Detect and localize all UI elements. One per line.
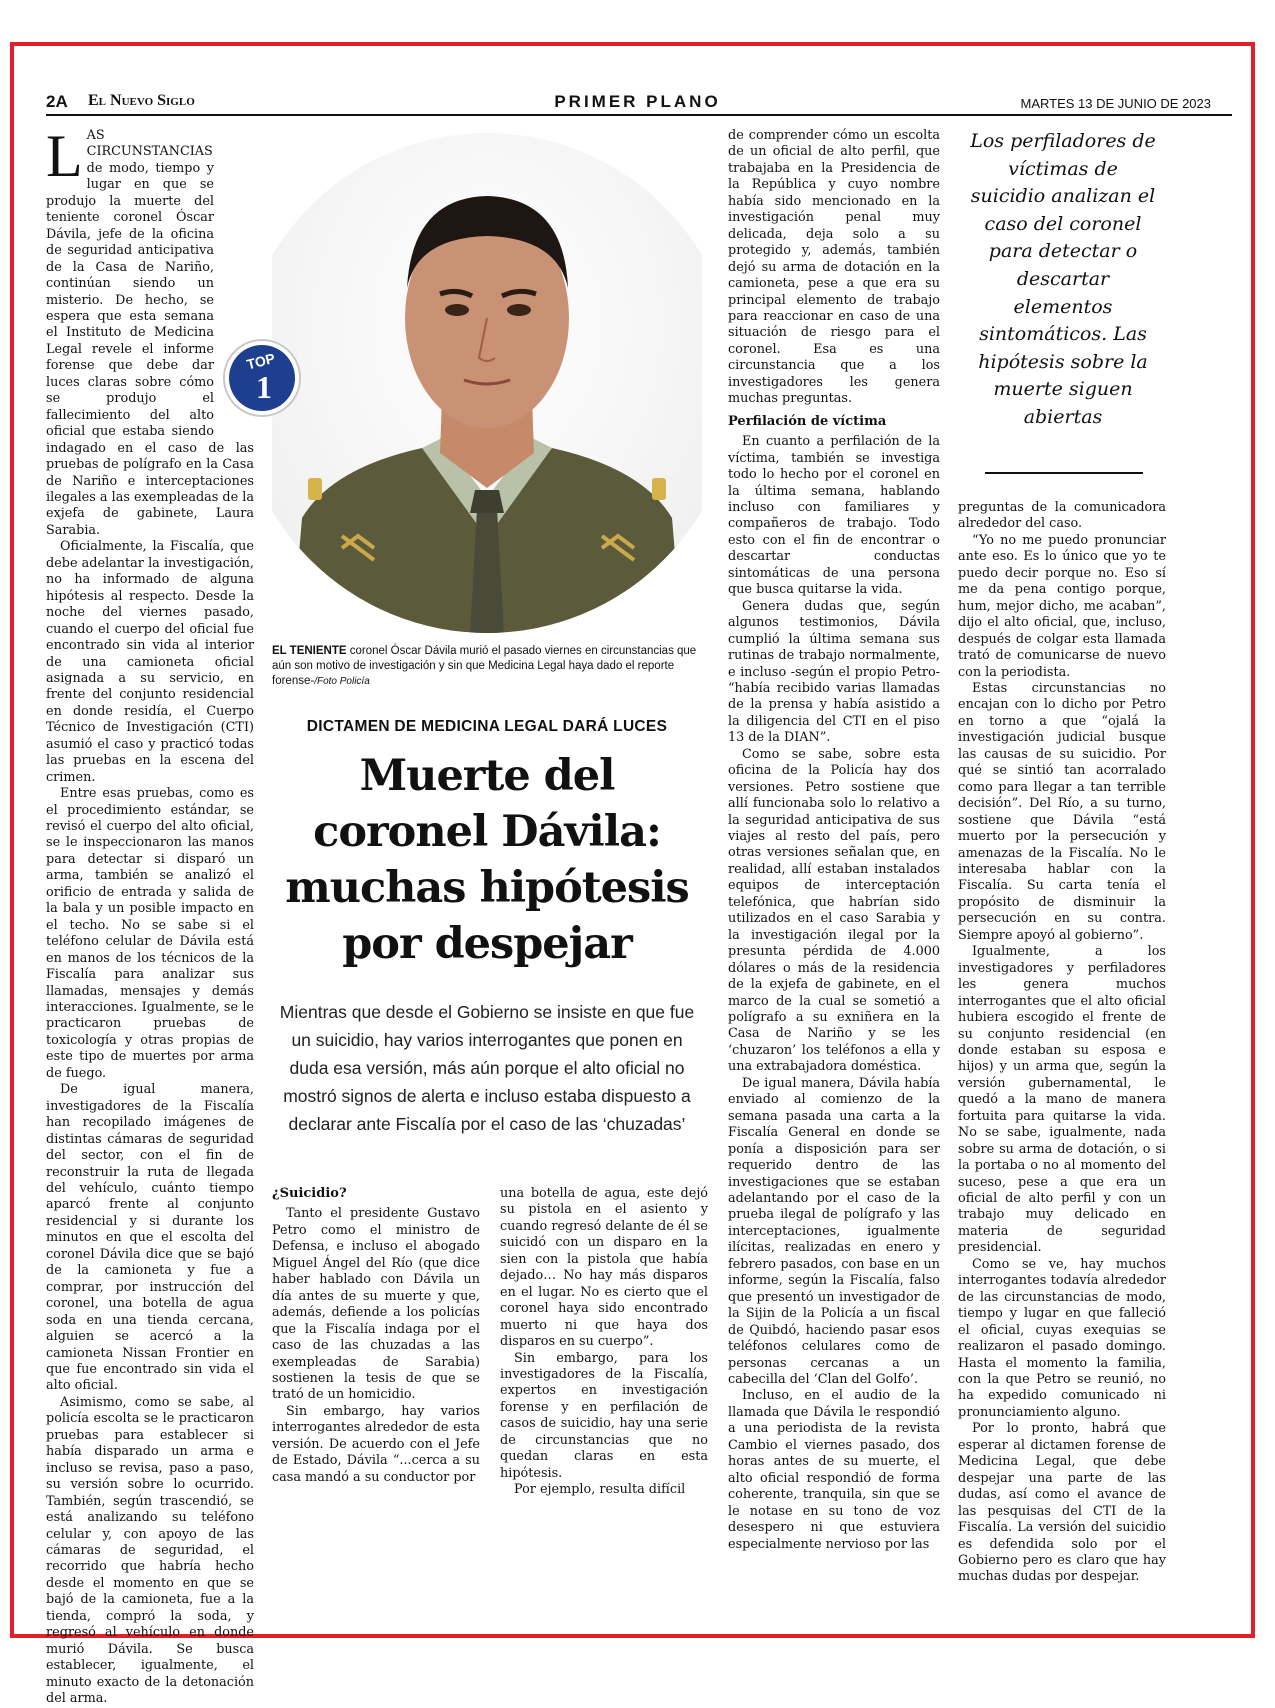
newspaper-name: El Nuevo Siglo bbox=[88, 92, 195, 109]
paragraph: Estas circunstancias no encajan con lo dicho por Petro en torno a que “ojalá la investigación judicial busque las causas de su suicidio. Por qué se sintió tan acorralado como para llegar a tan terrible decisión”. Del Río, a su turno, sostiene que Dávila “está muerto por la persecución y amenazas de la Fiscalía. No le interesaba hablar con la Fiscalía. Su carta tenía el propósito de disminuir la persecución en su contra. Siempre apoyó al gobierno”. bbox=[958, 680, 1166, 943]
paragraph: Genera dudas que, según algunos testimonios, Dávila cumplió la última semana sus rutinas de trabajo normalmente, e incluso -según el propio Petro- “había recibido varias llamadas de la prensa y había asistido a la diligencia del CTI en el piso 13 de la DIAN”. bbox=[728, 598, 940, 746]
badge-top-label: TOP bbox=[245, 349, 277, 373]
issue-date: MARTES 13 DE JUNIO DE 2023 bbox=[1020, 96, 1211, 111]
header-rule bbox=[46, 114, 1232, 116]
top-1-badge bbox=[222, 338, 302, 418]
headline: Muerte del coronel Dávila: muchas hipótesis por despejar bbox=[285, 751, 689, 969]
drop-cap: L bbox=[46, 123, 83, 189]
paragraph: Por lo pronto, habrá que esperar al dictamen forense de Medicina Legal, que debe despejar una parte de las dudas, así como el avance de las pesquisas del CTI de la Fiscalía. La versión del suicidio es defendida solo por el Gobierno pero es claro que hay muchas dudas por despejar. bbox=[958, 1421, 1166, 1585]
paragraph: preguntas de la comunicadora alrededor del caso. bbox=[958, 500, 1166, 532]
paragraph: una botella de agua, este dejó su pistola en el asiento y cuando regresó delante de él se suicidó con un disparo en la sien con la pistola que había dejado… No hay más disparos en el lugar. No es cierto que el coronel haya sido encontrado muerto ni que haya dos disparos en su cuerpo”. bbox=[500, 1186, 708, 1350]
pull-quote: Los perfiladores de víctimas de suicidio analizan el caso del coronel para detectar o descartar elementos sintomáticos. Las hipótesis sobre la muerte siguen abiertas bbox=[970, 130, 1156, 428]
paragraph: Por ejemplo, resulta difícil bbox=[514, 1482, 686, 1498]
paragraph: Entre esas pruebas, como es el procedimiento estándar, se revisó el cuerpo del alto oficial, se le inspeccionaron las manos para detectar si disparó un arma, también se analizó el orificio de entrada y salida de la bala y un posible impacto en el techo. No se sabe si el teléfono celular de Dávila está en manos de los técnicos de la Fiscalía para analizar sus llamadas, mensajes y demás interacciones. Igualmente, se le practicaron pruebas de toxicología y otras propias de este tipo de muertes por arma de fuego. bbox=[46, 786, 254, 1081]
paragraph: Como se sabe, sobre esta oficina de la Policía hay dos versiones. Petro sostiene que allí funcionaba solo lo relativo a la seguridad anticipativa de sus viajes al resto del país, pero otras versiones señalan que, en realidad, allí estaban instalados equipos de interceptación telefónica, que habrían sido utilizados en el caso Sarabia y la investigación ilegal por la presunta pérdida de 4.000 dólares o más de la residencia de la exjefa de gabinete, en el marco de la cual se sometió a polígrafo a su exniñera en la Casa de Nariño y se les ‘chuzaron’ los teléfonos a ella y una extrabajadora doméstica. bbox=[728, 746, 940, 1075]
paragraph: Sin embargo, hay varios interrogantes alrededor de esta versión. De acuerdo con el Jefe de Estado, Dávila “...cerca a su casa mandó a su conductor por bbox=[272, 1403, 480, 1485]
page-number: 2A bbox=[46, 92, 68, 111]
caption-lead: EL TENIENTE bbox=[272, 645, 347, 657]
paragraph: Sin embargo, para los investigadores de la Fiscalía, expertos en investigación forense y en perfilación de casos de suicidio, hay una serie de circunstancias que no quedan claras en esta hipótesis. bbox=[500, 1350, 708, 1481]
article-column-2 bbox=[272, 1186, 480, 1486]
paragraph: Incluso, en el audio de la llamada que Dávila le respondió a una periodista de la revista Cambio el viernes pasado, dos horas antes de su muerte, el alto oficial respondió de forma coherente, tranquila, sin que se le notase en su tono de voz desespero ni que estuviera especialmente nervioso por las bbox=[728, 1388, 940, 1552]
photo-caption bbox=[272, 644, 702, 689]
paragraph: AS CIRCUNSTANCIAS de modo, tiempo y lugar en que se produjo la muerte del teniente coronel Óscar Dávila, jefe de la oficina de seguridad anticipativa de la Casa de Nariño, continúan siendo un misterio. De hecho, se espera que esta semana el Instituto de Medicina Legal revele el informe forense que debe dar luces claras sobre cómo se produjo el fallecimiento del alto oficial que estaba siendo indagado en el caso de las pruebas de polígrafo en la Casa de Nariño e interceptaciones ilegales a las exempleadas de la exjefa de gabinete, Laura Sarabia. bbox=[46, 128, 254, 538]
portrait-photo bbox=[272, 118, 702, 638]
subheading: Perfilación de víctima bbox=[728, 413, 887, 429]
deck: Mientras que desde el Gobierno se insiste en que fue un suicidio, hay varios interrogantes que ponen en duda esa versión, más aún porque el alto oficial no mostró signos de alerta e incluso estaba dispuesto a declarar ante Fiscalía por el caso de las ‘chuzadas’ bbox=[279, 1002, 695, 1134]
article-column-3 bbox=[500, 1186, 708, 1499]
paragraph: Igualmente, a los investigadores y perfiladores les genera muchos interrogantes que el alto oficial hubiera escogido el frente de su conjunto residencial (en donde estaban su esposa e hijos) y un arma que, según la versión gubernamental, le quedó a la mano de manera fortuita para quitarse la vida. No se sabe, igualmente, nada sobre su arma de dotación, o si la portaba o no al momento del suceso, pese a que era un oficial de alto perfil y con un trabajo muy delicado en materia de seguridad presidencial. bbox=[958, 944, 1166, 1256]
caption-text: coronel Óscar Dávila murió el pasado viernes en circunstancias que aún son motivo de investigación y sin que Medicina Legal haya dado el reporte forense- bbox=[272, 645, 697, 687]
article-column-5 bbox=[958, 500, 1166, 1586]
pull-quote-rule bbox=[985, 472, 1143, 474]
paragraph: de comprender cómo un escolta de un oficial de alto perfil, que trabajaba en la Presidencia de la República y cuyo nombre había sido mencionado en la investigación penal muy delicada, deja solo a su protegido y, además, también dejó su arma de dotación en la camioneta, pese a que era su principal elemento de trabajo para reaccionar en caso de una situación de riesgo para el coronel. Esa es una circunstancia que a los investigadores les genera muchas preguntas. bbox=[728, 128, 940, 407]
subheading: ¿Suicidio? bbox=[272, 1186, 347, 1201]
kicker: DICTAMEN DE MEDICINA LEGAL DARÁ LUCES bbox=[306, 718, 668, 735]
paragraph: De igual manera, investigadores de la Fiscalía han recopilado imágenes de distintas cámaras de seguridad del sector, con el fin de reconstruir la ruta de llegada del vehículo, cuánto tiempo aparcó frente al conjunto residencial y si durante los minutos en que el escolta del coronel Dávila dice que se bajó de la camioneta y fue a comprar, por instrucción del coronel, una botella de agua soda en una tienda cercana, alguien se acercó a la camioneta Nissan Frontier en que fue encontrado sin vida el alto oficial. bbox=[46, 1082, 254, 1394]
paragraph: “Yo no me puedo pronunciar ante eso. Es lo único que yo te puedo decir porque no. Eso sí me da pena contigo porque, hum, mejor dicho, me acaban”, dijo el alto oficial, que, incluso, después de colgar esta llamada trató de comunicarse de nuevo con la periodista. bbox=[958, 532, 1166, 680]
paragraph: En cuanto a perfilación de la víctima, también se investiga todo lo hecho por el coronel en la última semana, hablando incluso con familiares y compañeros de trabajo. Todo esto con el fin de encontrar o descartar conductas sintomáticas de una persona que busca quitarse la vida. bbox=[728, 434, 940, 598]
paragraph: Tanto el presidente Gustavo Petro como el ministro de Defensa, e incluso el abogado Miguel Ángel del Río (que dice haber hablado con Dávila un día antes de su muerte y que, además, defiende a los policías que la Fiscalía indaga por el caso de las chuzadas a las exempleadas de Sarabia) sostienen la tesis de que se trató de un homicidio. bbox=[272, 1206, 480, 1403]
paragraph: De igual manera, Dávila había enviado al comienzo de la semana pasada una carta a la Fiscalía General en donde se ponía a disposición para ser requerido dentro de las investigaciones que se estaban adelantando por el caso de la prueba ilegal de polígrafo y las interceptaciones, igualmente ilícitas, realizadas en enero y febrero pasados, con base en un informe, según la Fiscalía, falso que presentó un investigador de la Sijin de la Policía a un fiscal de Quibdó, haciendo pasar esos teléfonos celulares como de personas cercanas a un cabecilla del ‘Clan del Golfo’. bbox=[728, 1075, 940, 1387]
article-column-4 bbox=[728, 128, 940, 1553]
badge-number: 1 bbox=[256, 369, 272, 405]
section-title: PRIMER PLANO bbox=[554, 92, 721, 111]
photo-credit: /Foto Policía bbox=[314, 676, 370, 687]
paragraph: Como se ve, hay muchos interrogantes todavía alrededor de las circunstancias de modo, tiempo y lugar en que falleció el oficial, cuyas exequias se realizaron el pasado domingo. Hasta el momento la familia, con la que Petro se reunió, no ha expedido comunicado ni pronunciamiento alguno. bbox=[958, 1256, 1166, 1420]
paragraph: Oficialmente, la Fiscalía, que debe adelantar la investigación, no ha informado de alguna hipótesis al respecto. Desde la noche del viernes pasado, cuando el cuerpo del oficial fue encontrado sin vida al interior de una camioneta oficial asignada a su servicio, en frente del conjunto residencial en donde residía, el Cuerpo Técnico de Investigación (CTI) asumió el caso y practicó todas las pruebas en la escena del crimen. bbox=[46, 539, 254, 785]
paragraph: Asimismo, como se sabe, al policía escolta se le practicaron pruebas para establecer si había disparado un arma e incluso se revisa, paso a paso, su versión sobre lo ocurrido. También, según trascendió, se está analizando su teléfono celular y, con apoyo de las cámaras de seguridad, el recorrido que habría hecho desde el momento en que se bajó de la camioneta, fue a la tienda, compró la soda, y regresó al vehículo en donde murió Dávila. Se busca establecer, igualmente, el minuto exacto de la detonación del arma. bbox=[46, 1394, 254, 1707]
